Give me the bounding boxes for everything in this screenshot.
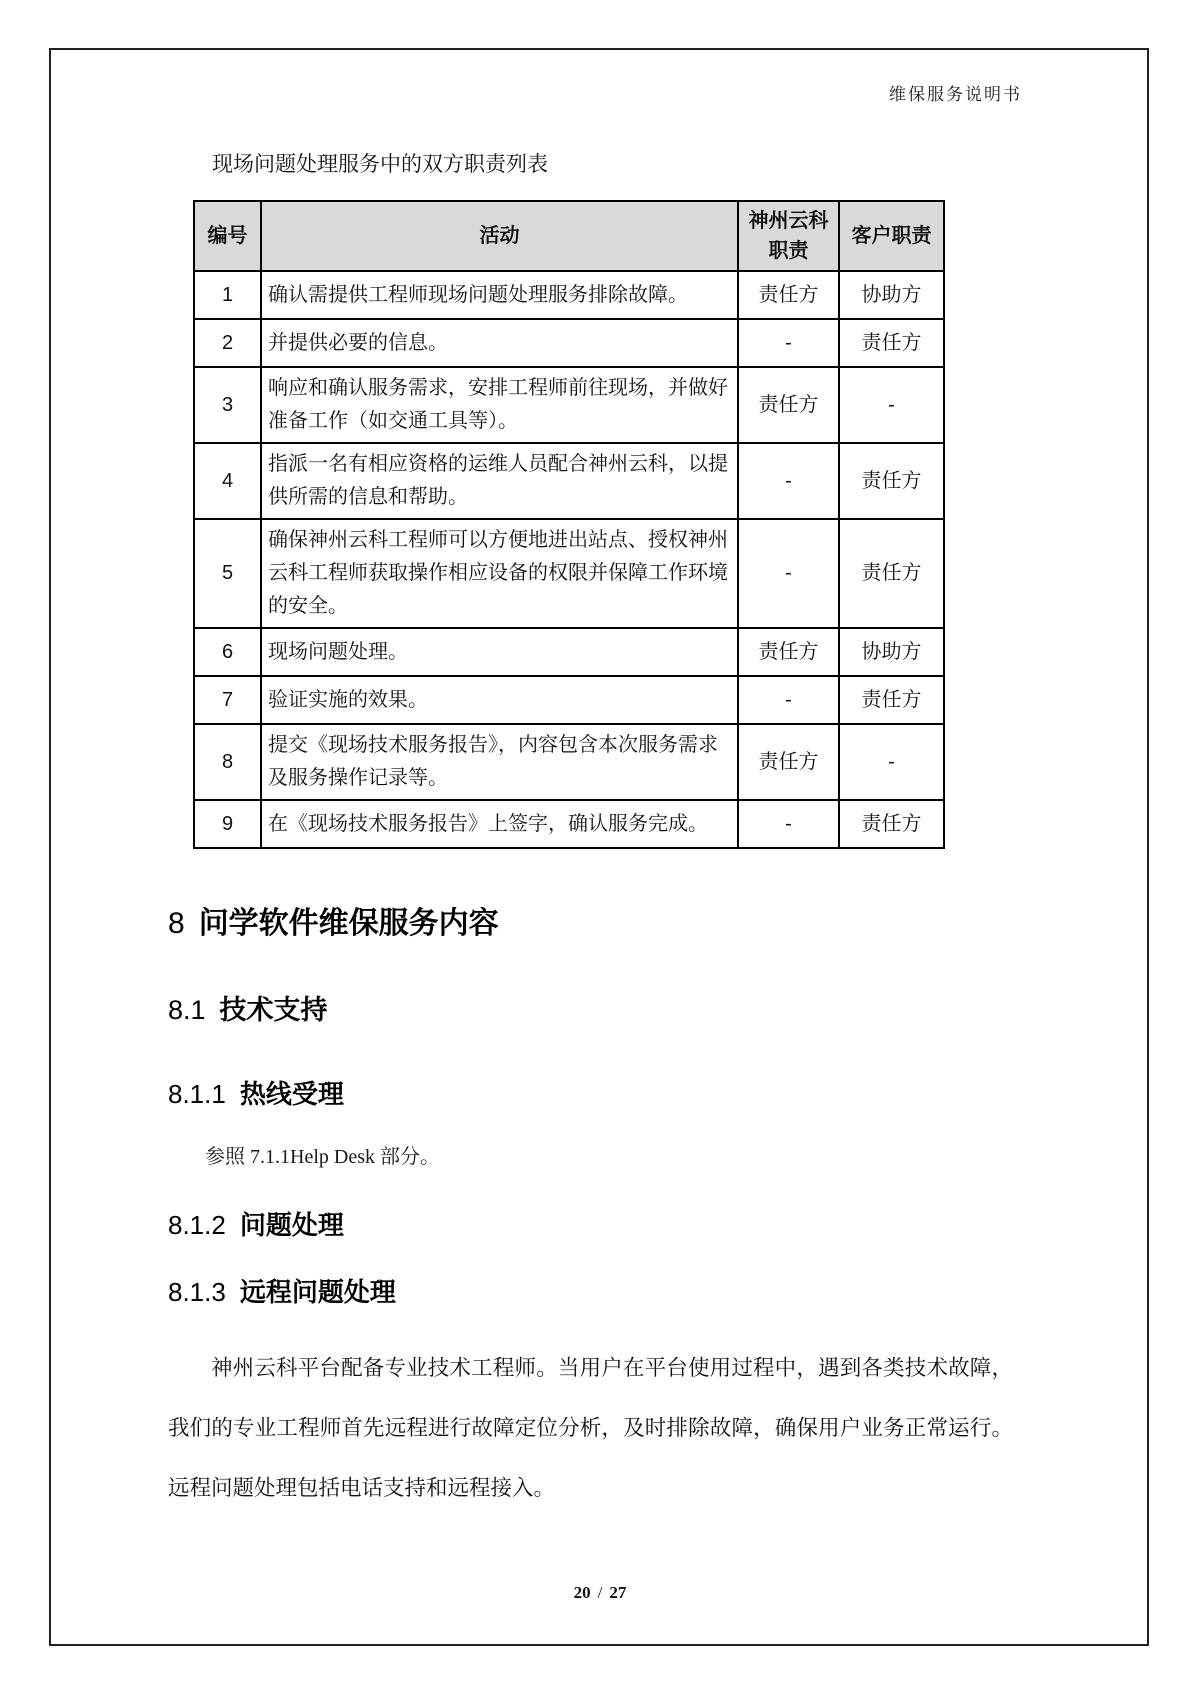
responsibility-table bbox=[193, 200, 945, 849]
cell-no: 3 bbox=[194, 367, 261, 443]
cell-no: 9 bbox=[194, 800, 261, 848]
heading-title: 问题处理 bbox=[239, 1210, 344, 1240]
cell-activity: 确保神州云科工程师可以方便地进出站点、授权神州云科工程师获取操作相应设备的权限并保障工作环境的安全。 bbox=[261, 519, 738, 628]
cell-no: 8 bbox=[194, 724, 261, 800]
heading-title: 技术支持 bbox=[219, 995, 328, 1025]
header-cell-activity: 活动 bbox=[261, 201, 738, 271]
cell-customer: 协助方 bbox=[839, 271, 944, 319]
heading-section-8-1-3 bbox=[168, 1272, 396, 1309]
table-header-row bbox=[194, 201, 944, 271]
heading-section-8-1 bbox=[168, 988, 328, 1027]
heading-number: 8 bbox=[168, 907, 185, 940]
cell-vendor: - bbox=[738, 519, 839, 628]
heading-number: 8.1.3 bbox=[168, 1277, 226, 1307]
cell-activity: 验证实施的效果。 bbox=[261, 676, 738, 724]
heading-title: 问学软件维保服务内容 bbox=[198, 907, 499, 940]
table-head bbox=[194, 201, 944, 271]
cell-vendor: - bbox=[738, 800, 839, 848]
heading-section-8-1-2 bbox=[168, 1205, 344, 1242]
cell-vendor: - bbox=[738, 676, 839, 724]
table-row bbox=[194, 271, 944, 319]
cell-vendor: 责任方 bbox=[738, 271, 839, 319]
table-row bbox=[194, 724, 944, 800]
header-cell-vendor: 神州云科职责 bbox=[738, 201, 839, 271]
cell-customer: 责任方 bbox=[839, 519, 944, 628]
cell-activity: 提交《现场技术服务报告》，内容包含本次服务需求及服务操作记录等。 bbox=[261, 724, 738, 800]
page-footer bbox=[0, 1583, 1200, 1603]
cell-activity: 并提供必要的信息。 bbox=[261, 319, 738, 367]
cell-activity: 响应和确认服务需求，安排工程师前往现场，并做好准备工作（如交通工具等）。 bbox=[261, 367, 738, 443]
heading-title: 热线受理 bbox=[239, 1079, 344, 1109]
cell-no: 6 bbox=[194, 628, 261, 676]
cell-activity: 指派一名有相应资格的运维人员配合神州云科，以提供所需的信息和帮助。 bbox=[261, 443, 738, 519]
cell-no: 7 bbox=[194, 676, 261, 724]
document-header-title: 维保服务说明书 bbox=[889, 85, 1022, 104]
table-row bbox=[194, 443, 944, 519]
heading-number: 8.1.1 bbox=[168, 1079, 226, 1109]
table-body bbox=[194, 271, 944, 848]
cell-customer: 责任方 bbox=[839, 800, 944, 848]
cell-vendor: 责任方 bbox=[738, 367, 839, 443]
cell-vendor: - bbox=[738, 443, 839, 519]
cell-customer: 协助方 bbox=[839, 628, 944, 676]
cell-vendor: 责任方 bbox=[738, 724, 839, 800]
page-number-total: 27 bbox=[609, 1583, 627, 1602]
page-number-current: 20 bbox=[573, 1583, 591, 1602]
page-number-separator: / bbox=[597, 1583, 603, 1602]
cell-customer: - bbox=[839, 724, 944, 800]
cell-vendor: 责任方 bbox=[738, 628, 839, 676]
header-cell-no: 编号 bbox=[194, 201, 261, 271]
heading-title: 远程问题处理 bbox=[239, 1277, 396, 1307]
heading-chapter-8 bbox=[168, 898, 499, 942]
table-caption: 现场问题处理服务中的双方职责列表 bbox=[212, 153, 548, 176]
heading-number: 8.1.2 bbox=[168, 1210, 226, 1240]
cell-no: 4 bbox=[194, 443, 261, 519]
table-row bbox=[194, 676, 944, 724]
body-paragraph: 神州云科平台配备专业技术工程师。当用户在平台使用过程中，遇到各类技术故障，我们的专业工程师首先远程进行故障定位分析，及时排除故障，确保用户业务正常运行。远程问题处理包括电话支持和远程接入。 bbox=[168, 1356, 1013, 1500]
cell-activity: 现场问题处理。 bbox=[261, 628, 738, 676]
table-row bbox=[194, 519, 944, 628]
cell-vendor: - bbox=[738, 319, 839, 367]
table-row bbox=[194, 628, 944, 676]
table-row bbox=[194, 800, 944, 848]
cell-no: 1 bbox=[194, 271, 261, 319]
cell-no: 5 bbox=[194, 519, 261, 628]
heading-number: 8.1 bbox=[168, 995, 206, 1025]
cell-activity: 在《现场技术服务报告》上签字，确认服务完成。 bbox=[261, 800, 738, 848]
cell-customer: - bbox=[839, 367, 944, 443]
cell-activity: 确认需提供工程师现场问题处理服务排除故障。 bbox=[261, 271, 738, 319]
table-row bbox=[194, 319, 944, 367]
reference-paragraph: 参照 7.1.1Help Desk 部分。 bbox=[205, 1146, 440, 1168]
cell-no: 2 bbox=[194, 319, 261, 367]
heading-section-8-1-1 bbox=[168, 1074, 344, 1111]
cell-customer: 责任方 bbox=[839, 319, 944, 367]
cell-customer: 责任方 bbox=[839, 676, 944, 724]
cell-customer: 责任方 bbox=[839, 443, 944, 519]
header-cell-customer: 客户职责 bbox=[839, 201, 944, 271]
table-row bbox=[194, 367, 944, 443]
